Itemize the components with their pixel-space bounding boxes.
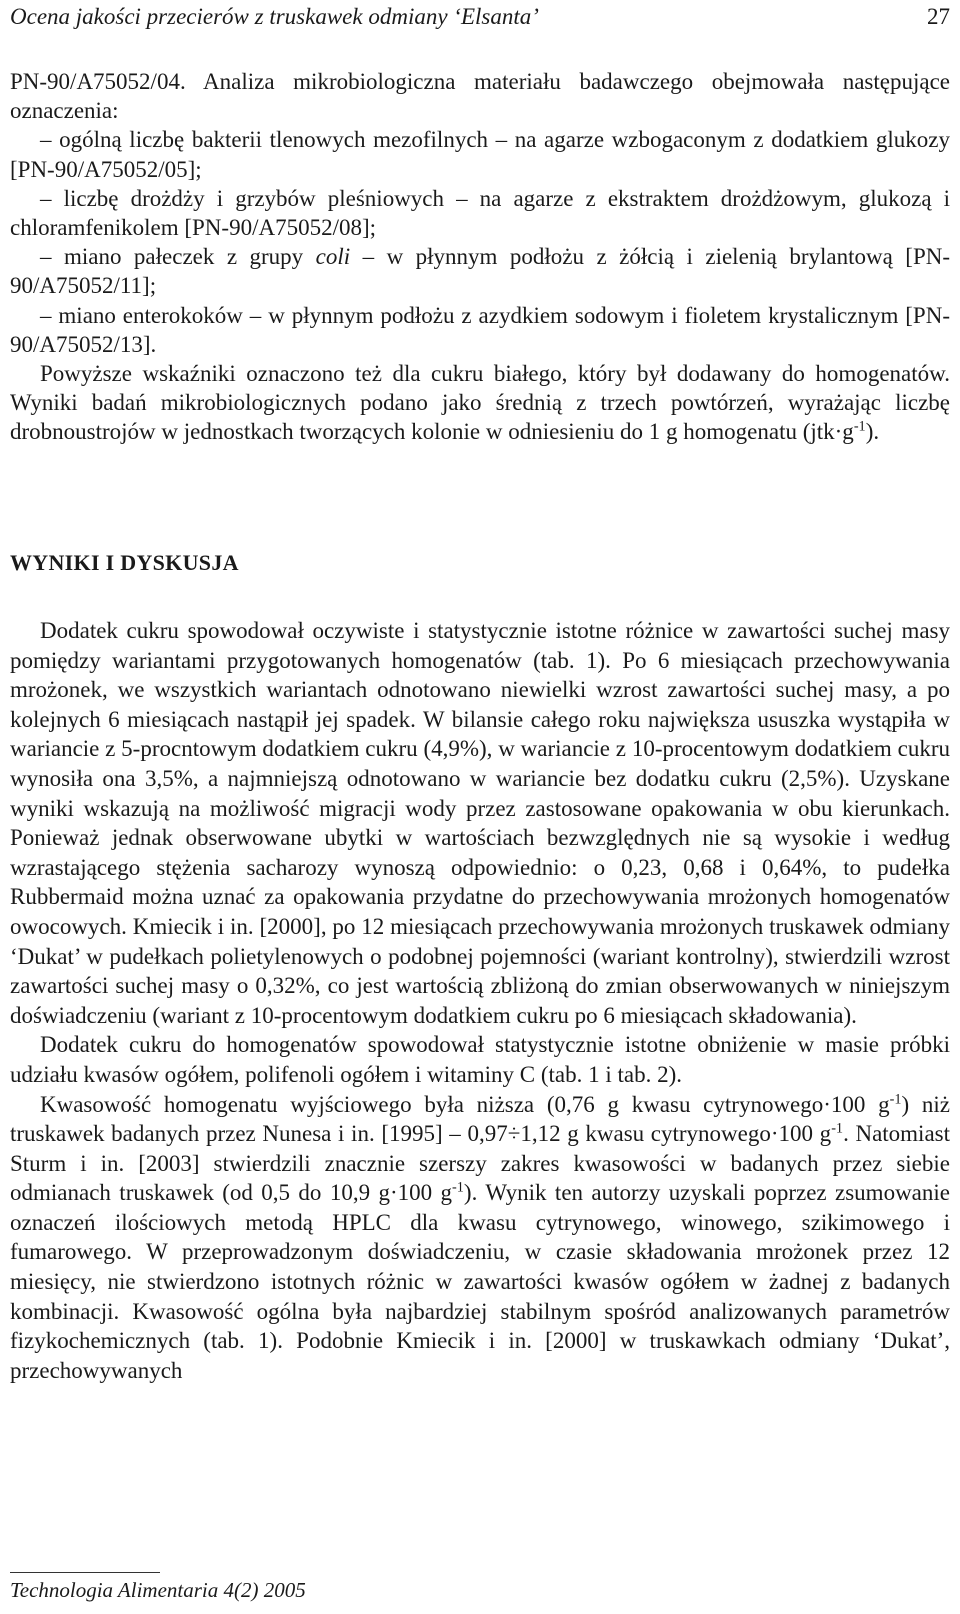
footer-divider <box>10 1572 160 1573</box>
acidity-superscript-2: -1 <box>831 1120 844 1137</box>
units-text-a: Powyższe wskaźniki oznaczono też dla cukru białego, który był dodawany do homogenatów. Wyniki badań mikrobiologicznych podano jako średnią z trzech powtórzeń, wyrażając liczbę drobnoustrojów w jednostkach tworzących kolonie w odniesieniu do 1 g homogenatu (jtk·g <box>10 361 950 445</box>
acidity-paragraph <box>10 1090 950 1386</box>
acidity-text-c: . Natomiast Sturm i in. [2003] stwierdzili znacznie szerszy zakres kwasowości w badanych przez siebie odmianach truskawek (od 0,5 do 10,9 g·100 g <box>10 1121 950 1206</box>
acidity-superscript-1: -1 <box>889 1090 902 1107</box>
methods-continuation <box>10 67 950 447</box>
list-item-enterococci: – miano enterokoków – w płynnym podłożu z azydkiem sodowym i fioletem krystalicznym [PN-90/A75052/13]. <box>10 302 950 357</box>
units-superscript: -1 <box>853 418 866 435</box>
units-text-b: ). <box>865 419 880 445</box>
acidity-text-b: ) niż truskawek badanych przez Nunesa i in. [1995] – 0,97÷1,12 g kwasu cytrynowego·100 g <box>10 1091 950 1147</box>
list-item-coli-text-a: – miano pałeczek z grupy <box>40 244 316 270</box>
section-heading: WYNIKI I DYSKUSJA <box>10 550 239 575</box>
results-discussion-body <box>10 616 950 1385</box>
coli-italic: coli <box>315 244 351 270</box>
list-item-coli-text-b: – w płynnym podłożu z żółcią i zielenią brylantową [PN-90/A75052/11]; <box>10 244 951 299</box>
acidity-text-d: ). Wynik ten autorzy uzyskali poprzez zsumowanie oznaczeń ilościowych metodą HPLC dla kwasu cytrynowego, winowego, szikimowego i fumarowego. W przeprowadzonym doświadczeniu, w czasie składowania mrożonek przez 12 miesięcy, nie stwierdzono istotnych różnic w zawartości kwasów ogółem w żadnej z badanych kombinacji. Kwasowość ogólna była najbardziej stabilnym spośród analizowanych parametrów fizykochemicznych (tab. 1). Podobnie Kmiecik i in. [2000] w truskawkach odmiany ‘Dukat’, przechowywanych <box>10 1180 950 1383</box>
sugar-effect-paragraph: Dodatek cukru do homogenatów spowodował statystycznie istotne obniżenie w masie próbki udziału kwasów ogółem, polifenoli ogółem i witaminy C (tab. 1 i tab. 2). <box>10 1032 950 1087</box>
list-item-bacteria: – ogólną liczbę bakterii tlenowych mezofilnych – na agarze wzbogaconym z dodatkiem glukozy [PN-90/A75052/05]; <box>10 127 950 182</box>
list-item-yeasts: – liczbę drożdży i grzybów pleśniowych – na agarze z ekstraktem drożdżowym, glukozą i chloramfenikolem [PN-90/A75052/08]; <box>10 185 950 241</box>
journal-footer: Technologia Alimentaria 4(2) 2005 <box>10 1578 306 1602</box>
page-number: 27 <box>927 4 950 29</box>
running-header <box>10 4 950 38</box>
dry-mass-paragraph: Dodatek cukru spowodował oczywiste i statystycznie istotne różnice w zawartości suchej masy pomiędzy wariantami przygotowanych homogenatów (tab. 1). Po 6 miesiącach przechowywania mrożonek, we wszystkich wariantach odnotowano niewielki wzrost zawartości suchej masy, a po kolejnych 6 miesiącach nastąpił jej spadek. W bilansie całego roku największa ususzka wystąpiła w wariancie z 5-procntowym dodatkiem cukru (4,9%), w wariancie z 10-procentowym dodatkiem cukru wynosiła ona 3,5%, a najmniejszą odnotowano w wariancie bez dodatku cukru (2,5%). Uzyskane wyniki wskazują na możliwość migracji wody przez zastosowane opakowania w obu kierunkach. Ponieważ jednak obserwowane ubytki w wartościach bezwzględnych nie są wysokie i według wzrastającego stężenia sacharozy wynoszą odpowiednio: o 0,23, 0,68 i 0,64%, to pudełka Rubbermaid można uznać za opakowania przydatne do przechowywania mrożonych homogenatów owocowych. Kmiecik i in. [2000], po 12 miesiącach przechowywania mrożonych truskawek odmiany ‘Dukat’ w pudełkach polietylenowych o podobnej pojemności (wariant kontrolny), stwierdzili wzrost zawartości suchej masy o 0,32%, co jest wartością zbliżoną do zmian obserwowanych w niniejszym doświadczeniu (wariant z 10-procentowym dodatkiem cukru po 6 miesiącach składowania). <box>10 618 950 1028</box>
acidity-text-a: Kwasowość homogenatu wyjściowego była niższa (0,76 g kwasu cytrynowego·100 g <box>40 1091 890 1117</box>
methods-paragraph: PN-90/A75052/04. Analiza mikrobiologiczna materiału badawczego obejmowała następujące oznaczenia: <box>10 69 950 124</box>
acidity-superscript-3: -1 <box>452 1179 464 1196</box>
list-item-coli <box>10 242 950 300</box>
results-units-paragraph <box>10 359 950 447</box>
running-title: Ocena jakości przecierów z truskawek odmiany ‘Elsanta’ <box>10 4 539 29</box>
